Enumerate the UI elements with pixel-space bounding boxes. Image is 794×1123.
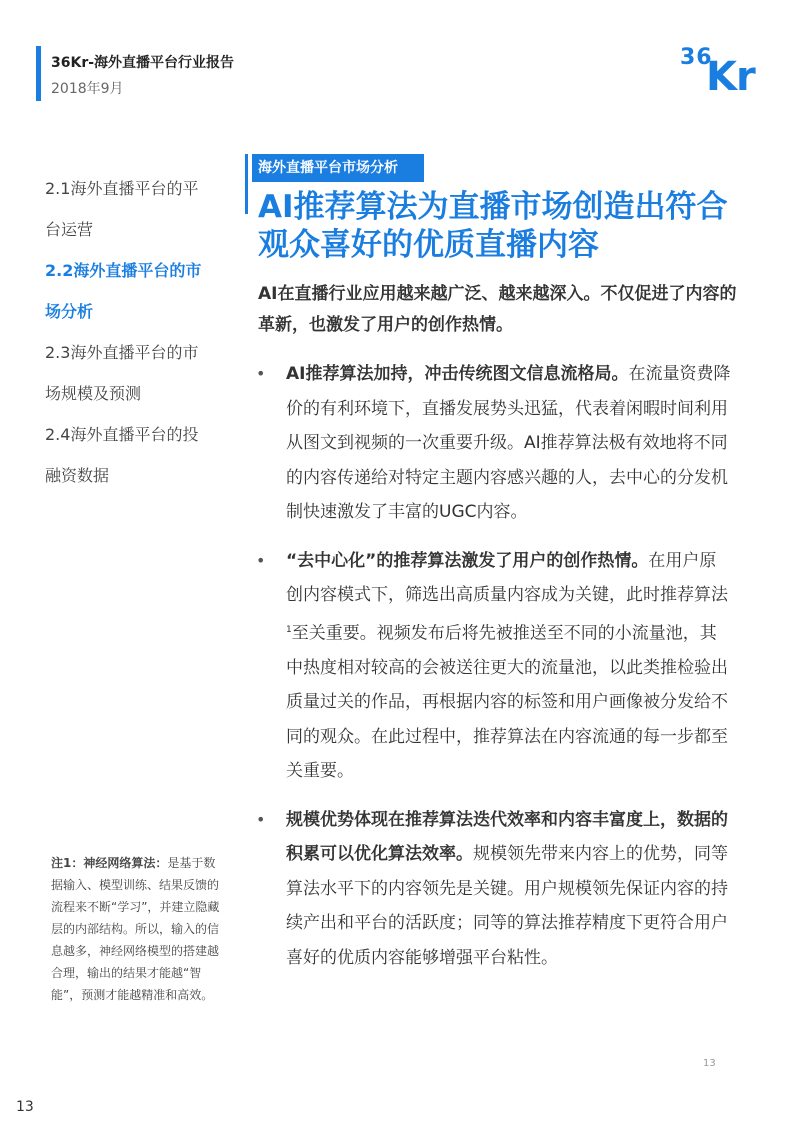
logo-kr: Kr — [706, 54, 755, 100]
footnote — [51, 852, 223, 1006]
header-accent-bar — [36, 46, 41, 101]
toc-item[interactable]: 场规模及预测 — [45, 384, 142, 403]
bullet-dot-icon: • — [256, 550, 266, 570]
lead-paragraph: AI在直播行业应用越来越广泛、越来越深入。不仅促进了内容的革新，也激发了用户的创作热情。 — [258, 284, 737, 335]
toc-item-active[interactable]: 场分析 — [45, 302, 94, 321]
page-headline: AI推荐算法为直播市场创造出符合观众喜好的优质直播内容 — [258, 189, 728, 263]
bullet-text: 在流量资费降价的有利环境下，直播发展势头迅猛，代表着闲暇时间利用从图文到视频的一次重要升级。AI推荐算法极有效地将不同的内容传递给对特定主题内容感兴趣的人，去中心的分发机制快速激发了丰富的UGC内容。 — [286, 364, 731, 522]
page-number: 13 — [16, 1099, 34, 1115]
brand-logo — [680, 40, 766, 100]
bullet-text: 在用户原创内容模式下，筛选出高质量内容成为关键，此时推荐算法 — [286, 550, 728, 605]
bullet-bold: “去中心化”的推荐算法激发了用户的创作热情。 — [286, 550, 649, 571]
toc-item[interactable]: 融资数据 — [45, 466, 110, 485]
toc-item-active[interactable]: 2.2海外直播平台的市 — [45, 261, 202, 280]
toc-item[interactable]: 2.1海外直播平台的平 — [45, 179, 199, 198]
bullet-item — [252, 803, 732, 976]
toc-item[interactable]: 2.4海外直播平台的投 — [45, 425, 199, 444]
bullet-text: 至关重要。视频发布后将先被推送至不同的小流量池，其中热度相对较高的会被送往更大的流量池，以此类推检验出质量过关的作品，再根据内容的标签和用户画像被分发给不同的观众。在此过程中，推荐算法在内容流通的每一步都至关重要。 — [286, 623, 728, 782]
bullet-item — [252, 544, 732, 789]
footnote-label: 注1：神经网络算法： — [51, 856, 168, 870]
bullet-list — [252, 357, 732, 989]
section-accent-line — [245, 154, 248, 214]
bullet-item — [252, 357, 732, 530]
bullet-bold: AI推荐算法加持，冲击传统图文信息流格局。 — [286, 364, 629, 384]
bullet-text: 规模领先带来内容上的优势，同等算法水平下的内容领先是关键。用户规模领先保证内容的持续产出和平台的活跃度；同等的算法推荐精度下更符合用户喜好的优质内容能够增强平台粘性。 — [286, 844, 728, 968]
toc-item[interactable]: 台运营 — [45, 220, 94, 239]
bullet-bold: 规模优势体现在推荐算法迭代效率和内容丰富度上，数据的积累可以优化算法效率。 — [286, 809, 728, 865]
footnote-marker: 1 — [286, 624, 292, 635]
section-tag: 海外直播平台市场分析 — [252, 154, 424, 182]
report-title: 36Kr-海外直播平台行业报告 — [51, 55, 235, 71]
bullet-dot-icon: • — [256, 809, 266, 829]
report-date: 2018年9月 — [51, 81, 124, 97]
page-number-small: 13 — [703, 1058, 716, 1069]
logo-36: 36 — [680, 45, 713, 70]
footnote-text: 是基于数据输入、模型训练、结果反馈的流程来不断“学习”，并建立隐藏层的内部结构。所以，输入的信息越多，神经网络模型的搭建越合理，输出的结果才能越“智能”，预测才能越精准和高效。 — [51, 856, 220, 1002]
bullet-dot-icon: • — [256, 364, 266, 383]
toc-item[interactable]: 2.3海外直播平台的市 — [45, 343, 199, 362]
table-of-contents — [45, 168, 225, 496]
